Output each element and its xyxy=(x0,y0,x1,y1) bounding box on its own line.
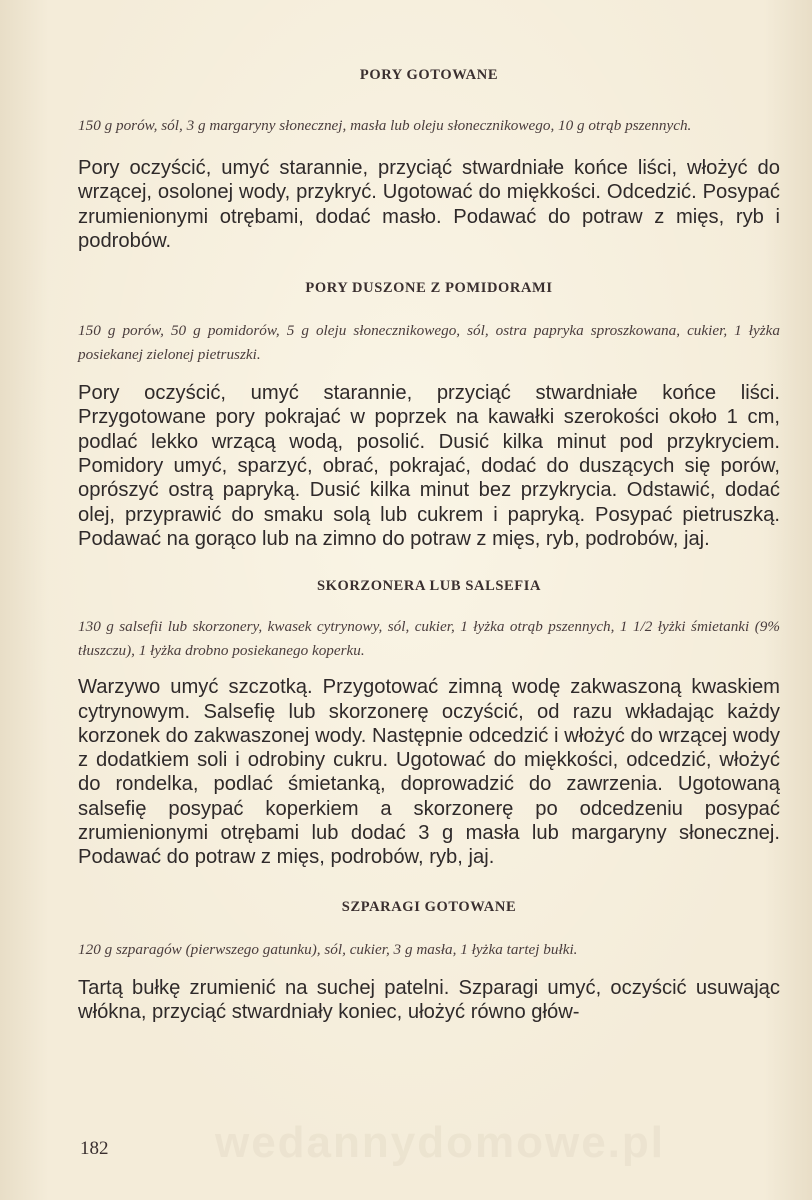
recipe-ingredients: 150 g porów, sól, 3 g margaryny słonecznej, masła lub oleju słonecznikowego, 10 g otrąb pszennych. xyxy=(78,117,692,134)
recipe-section xyxy=(78,575,780,869)
recipe-instructions: Pory oczyścić, umyć starannie, przyciąć stwardniałe końce liści, włożyć do wrzącej, osolonej wody, przykryć. Ugotować do miękkości. Odcedzić. Posypać zrumienionymi otrębami, dodać masło. Podawać do potraw z mięs, ryb i podrobów. xyxy=(78,157,780,252)
recipe-instructions: Tartą bułkę zrumienić na suchej patelni. Szparagi umyć, oczyścić usuwając włókna, przyciąć stwardniały koniec, ułożyć równo głów- xyxy=(78,976,780,1023)
recipe-title: SKORZONERA LUB SALSEFIA xyxy=(316,578,542,595)
recipe-instructions: Warzywo umyć szczotką. Przygotować zimną wodę zakwaszoną kwaskiem cytrynowym. Salsefię lub skorzonerę oczyścić, od razu wkładając każdy korzonek do zakwaszonej wody. Następnie odcedzić i włożyć do wrzącej wody z dodatkiem soli i odrobiny cukru. Ugotować do miękkości, odcedzić, włożyć do rondelka, podlać śmietanką, doprowadzić do zawrzenia. Ugotowaną salsefię posypać koperkiem a skorzonerę po odcedzeniu posypać zrumienionymi otrębami lub dodać 3 g masła lub margaryny słonecznej. Podawać do potraw z mięs, podrobów, ryb, jaj. xyxy=(78,676,780,869)
watermark: wedannydomowe.pl xyxy=(214,1118,666,1167)
recipe-ingredients: 150 g porów, 50 g pomidorów, 5 g oleju słonecznikowego, sól, ostra papryka sproszkowana, cukier, 1 łyżka posiekanej zielonej pietruszki. xyxy=(78,322,780,364)
recipe-ingredients: 130 g salsefii lub skorzonery, kwasek cytrynowy, sól, cukier, 1 łyżka otrąb pszennych, 1 1/2 łyżki śmietanki (9% tłuszczu), 1 łyżka drobno posiekanego koperku. xyxy=(78,618,780,660)
recipe-section xyxy=(78,896,780,1025)
recipe-instructions: Pory oczyścić, umyć starannie, przyciąć stwardniałe końce liści. Przygotowane pory pokrajać w poprzek na kawałki szerokości około 1 cm, podlać lekko wrzącą wodą, posolić. Dusić kilka minut pod przykryciem. Pomidory umyć, sparzyć, obrać, pokrajać, dodać do duszących się porów, oprószyć ostrą papryką. Dusić kilka minut bez przykrycia. Odstawić, dodać olej, przyprawić do smaku solą lub cukrem i papryką. Posypać pietruszką. Podawać na gorąco lub na zimno do potraw z mięs, ryb, podrobów, jaj. xyxy=(78,382,780,550)
recipe-section xyxy=(78,277,780,551)
recipe-ingredients: 120 g szparagów (pierwszego gatunku), sól, cukier, 3 g masła, 1 łyżka tartej bułki. xyxy=(78,940,578,958)
recipe-title: PORY DUSZONE Z POMIDORAMI xyxy=(305,280,553,297)
recipe-title: SZPARAGI GOTOWANE xyxy=(341,898,517,915)
recipe-title: PORY GOTOWANE xyxy=(359,67,499,83)
page-content xyxy=(78,64,780,1024)
page-number: 182 xyxy=(80,1138,109,1159)
recipe-section xyxy=(78,64,780,253)
